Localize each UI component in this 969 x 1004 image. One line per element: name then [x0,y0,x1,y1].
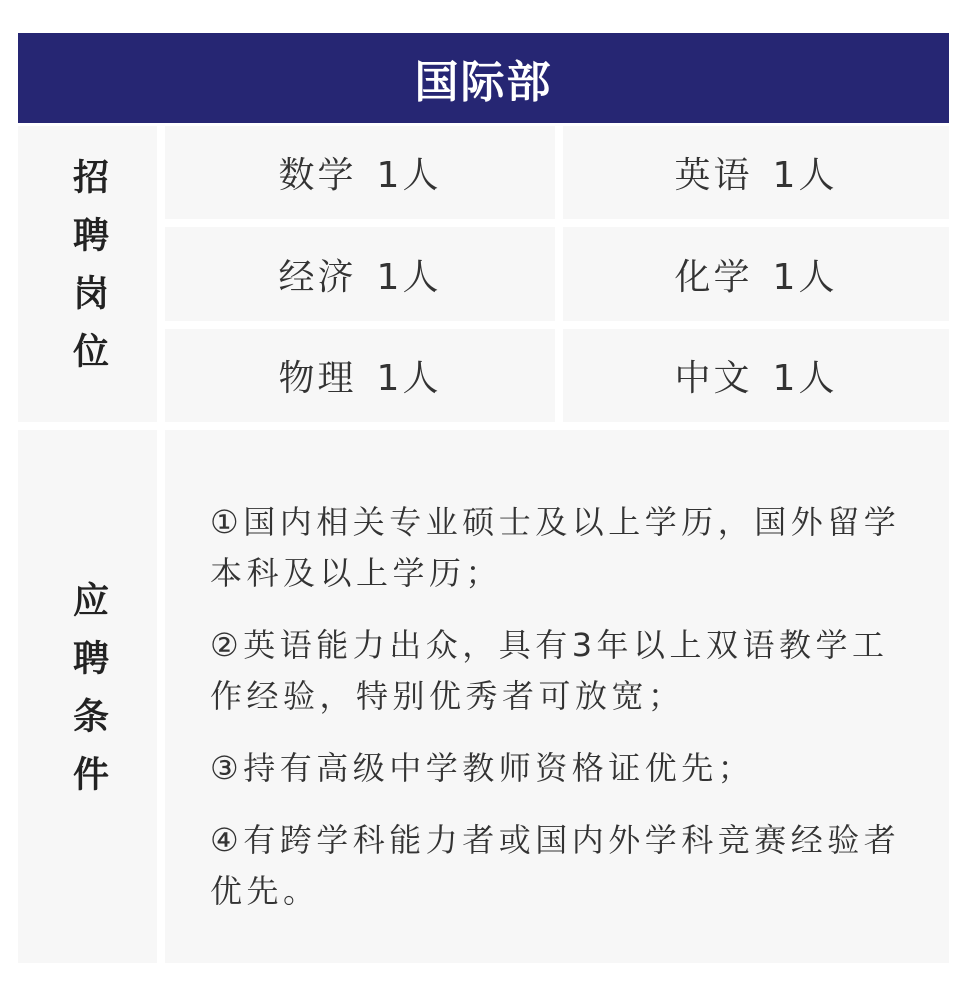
position-count: 1人 [772,358,838,399]
position-cell [165,227,555,321]
position-cell [563,227,949,321]
position-subject: 物理 [278,358,357,399]
position-cell [165,126,555,219]
condition-item: ③持有高级中学教师资格证优先； [210,749,755,787]
position-cell [165,329,555,422]
position-cell [563,126,949,219]
conditions-content-cell [165,430,949,963]
position-subject: 化学 [674,256,753,298]
position-subject: 经济 [278,256,357,298]
position-count: 1人 [772,256,838,298]
position-count: 1人 [376,155,442,196]
position-cell [563,329,949,422]
department-title: 国际部 [414,57,553,108]
position-subject: 数学 [278,155,357,196]
condition-item: ①国内相关专业硕士及以上学历，国外留学本科及以上学历； [210,503,901,592]
conditions-list [210,497,910,938]
department-header [18,33,949,123]
position-count: 1人 [376,256,442,298]
position-subject: 英语 [674,155,753,196]
position-count: 1人 [772,155,838,196]
position-subject: 中文 [674,358,753,399]
conditions-label: 应聘条件 [67,580,109,813]
position-count: 1人 [376,358,442,399]
condition-item: ④有跨学科能力者或国内外学科竞赛经验者优先。 [210,821,901,910]
conditions-label-cell [18,430,157,963]
positions-label-cell [18,126,157,422]
positions-label: 招聘岗位 [67,158,109,390]
condition-item: ②英语能力出众，具有3年以上双语教学工作经验，特别优秀者可放宽； [210,626,889,715]
